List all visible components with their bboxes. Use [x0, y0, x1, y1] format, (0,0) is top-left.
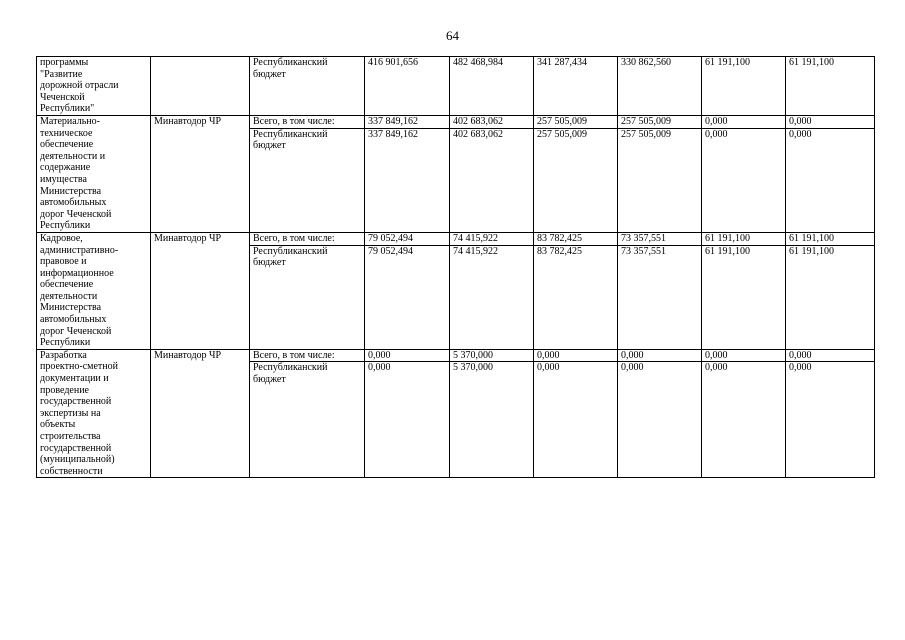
activity-name-line: правовое и	[40, 256, 87, 268]
amount-cell: 257 505,009	[618, 115, 702, 128]
table-row	[37, 57, 875, 116]
executor-cell: Минавтодор ЧР	[151, 349, 250, 478]
amount-cell: 61 191,100	[786, 245, 875, 349]
activity-name-line: государственной	[40, 396, 112, 408]
activity-name-line: Республики	[40, 337, 91, 349]
activity-name-line: Министерства	[40, 185, 102, 197]
activity-name-line: Кадровое,	[40, 232, 83, 244]
amount-cell: 61 191,100	[702, 232, 786, 245]
table-row	[37, 232, 875, 245]
activity-name-line: Республики"	[40, 103, 95, 115]
amount-cell: 0,000	[365, 362, 450, 478]
activity-name-line: техническое	[40, 127, 93, 139]
activity-name-line: дорог Чеченской	[40, 325, 112, 337]
amount-cell: 83 782,425	[534, 245, 618, 349]
activity-name-line: проведение	[40, 384, 89, 396]
activity-name-line: Министерства	[40, 302, 102, 314]
amount-cell: 0,000	[365, 349, 450, 362]
amount-cell: 257 505,009	[534, 128, 618, 232]
amount-cell: 0,000	[534, 349, 618, 362]
activity-name-line: документации и	[40, 373, 109, 385]
amount-cell: 0,000	[786, 115, 875, 128]
amount-cell: 416 901,656	[365, 57, 450, 116]
amount-cell: 257 505,009	[618, 128, 702, 232]
activity-name-line: содержание	[40, 162, 91, 174]
amount-cell: 61 191,100	[702, 245, 786, 349]
amount-cell: 0,000	[534, 362, 618, 478]
amount-cell: 0,000	[618, 362, 702, 478]
funding-source-cell: Республиканский бюджет	[250, 128, 365, 232]
budget-table	[36, 56, 875, 478]
amount-cell: 0,000	[786, 128, 875, 232]
activity-name-line: строительства	[40, 431, 101, 442]
amount-cell: 257 505,009	[534, 115, 618, 128]
amount-cell: 74 415,922	[450, 232, 534, 245]
activity-name-line: автомобильных	[40, 314, 107, 326]
amount-cell: 61 191,100	[786, 57, 875, 116]
amount-cell: 337 849,162	[365, 128, 450, 232]
activity-name-line: (муниципальной)	[40, 454, 115, 466]
page-number: 64	[446, 28, 459, 43]
amount-cell: 0,000	[618, 349, 702, 362]
amount-cell: 0,000	[786, 349, 875, 362]
activity-name-line: административно-	[40, 244, 119, 256]
amount-cell: 402 683,062	[450, 128, 534, 232]
amount-cell: 0,000	[702, 128, 786, 232]
activity-name-line: проектно-сметной	[40, 361, 118, 373]
amount-cell: 341 287,434	[534, 57, 618, 116]
activity-name-line: программы	[40, 57, 89, 68]
amount-cell: 79 052,494	[365, 245, 450, 349]
activity-name-line: Материально-	[40, 115, 100, 127]
activity-name-line: автомобильных	[40, 197, 107, 209]
activity-name-line: Республики	[40, 220, 91, 232]
activity-name-line: экспертизы на	[40, 407, 101, 419]
table-body	[37, 57, 875, 478]
funding-source-cell: Всего, в том числе:	[250, 349, 365, 362]
amount-cell: 0,000	[702, 115, 786, 128]
amount-cell: 482 468,984	[450, 57, 534, 116]
amount-cell: 73 357,551	[618, 232, 702, 245]
executor-cell	[151, 57, 250, 116]
activity-name-line: имущества	[40, 173, 87, 185]
amount-cell: 61 191,100	[702, 57, 786, 116]
amount-cell: 330 862,560	[618, 57, 702, 116]
activity-name-line: Разработка	[40, 349, 87, 361]
funding-source-cell: Республиканский бюджет	[250, 245, 365, 349]
funding-source-cell: Всего, в том числе:	[250, 115, 365, 128]
amount-cell: 79 052,494	[365, 232, 450, 245]
activity-name-line: обеспечение	[40, 139, 94, 151]
amount-cell: 0,000	[702, 362, 786, 478]
activity-name-line: дорог Чеченской	[40, 208, 112, 220]
activity-name-line: "Развитие	[40, 68, 83, 80]
table-row	[37, 115, 875, 128]
activity-name-line: обеспечение	[40, 279, 94, 291]
activity-name-line: собственности	[40, 465, 103, 477]
activity-name-line: объекты	[40, 419, 76, 431]
executor-cell: Минавтодор ЧР	[151, 115, 250, 232]
funding-source-cell: Всего, в том числе:	[250, 232, 365, 245]
amount-cell: 0,000	[702, 349, 786, 362]
amount-cell: 5 370,000	[450, 349, 534, 362]
activity-name-line: дорожной отрасли	[40, 80, 119, 92]
activity-name-cell	[37, 57, 151, 116]
amount-cell: 74 415,922	[450, 245, 534, 349]
activity-name-line: государственной	[40, 442, 112, 454]
activity-name-line: деятельности и	[40, 150, 106, 162]
activity-name-cell	[37, 115, 151, 232]
amount-cell: 0,000	[786, 362, 875, 478]
funding-source-cell: Республиканский бюджет	[250, 57, 365, 116]
amount-cell: 73 357,551	[618, 245, 702, 349]
activity-name-cell	[37, 232, 151, 349]
activity-name-line: Чеченской	[40, 91, 85, 103]
activity-name-cell	[37, 349, 151, 478]
activity-name-line: информационное	[40, 267, 114, 279]
executor-cell: Минавтодор ЧР	[151, 232, 250, 349]
amount-cell: 337 849,162	[365, 115, 450, 128]
table-row	[37, 349, 875, 362]
activity-name-line: деятельности	[40, 290, 98, 302]
amount-cell: 61 191,100	[786, 232, 875, 245]
funding-source-cell: Республиканский бюджет	[250, 362, 365, 478]
amount-cell: 5 370,000	[450, 362, 534, 478]
amount-cell: 83 782,425	[534, 232, 618, 245]
amount-cell: 402 683,062	[450, 115, 534, 128]
